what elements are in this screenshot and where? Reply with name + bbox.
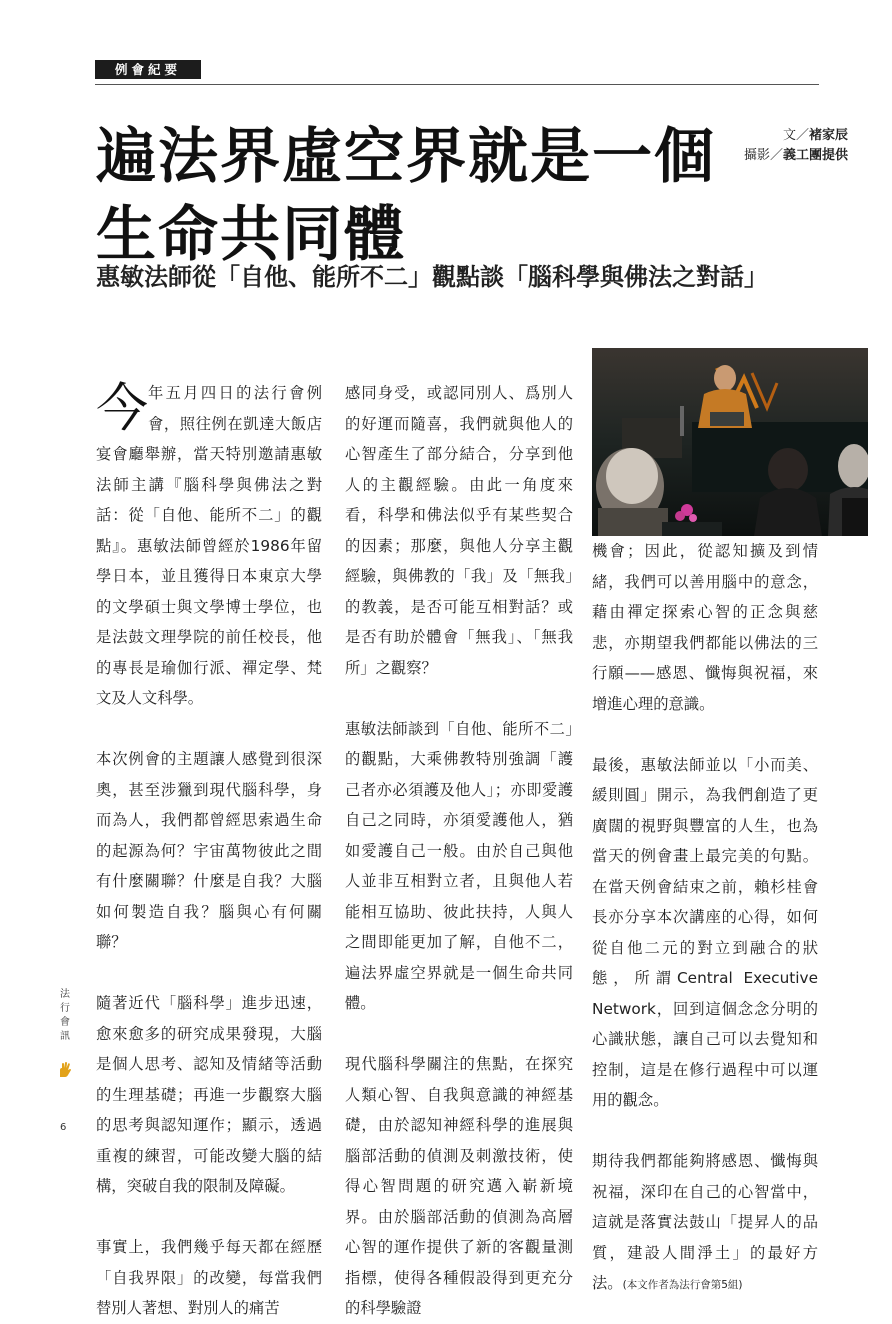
sidebar: [55, 988, 75, 1082]
article-subtitle: 惠敏法師從「自他、能所不二」觀點談「腦科學與佛法之對話」: [96, 262, 768, 291]
hand-icon: [55, 1062, 75, 1082]
lecture-photo: [592, 348, 868, 536]
photo-label: 攝影／: [743, 148, 783, 163]
paragraph-3: 隨著近代「腦科學」進步迅速，愈來愈多的研究成果發現，大腦是個人思考、認知及情緒等活動的生理基礎；再進一步觀察大腦的思考與認知運作；顯示，透過重複的練習，可能改變大腦的結構，突破自我的限制及障礙。: [96, 994, 322, 1195]
photo-credit: [744, 146, 848, 166]
author-note: (本文作者為法行會第5組): [622, 1279, 743, 1291]
page-number: 6: [60, 1122, 67, 1133]
text-column-2: [345, 378, 573, 1324]
author-credit: [744, 126, 848, 146]
credits: [744, 126, 848, 166]
paragraph-8: 機會；因此，從認知擴及到情緒，我們可以善用腦中的意念，藉由禪定探索心智的正念與慈悲，亦期望我們都能以佛法的三行願——感恩、懺悔與祝福，來增進心理的意識。: [592, 542, 818, 713]
author-name: 褚家辰: [808, 128, 848, 143]
paragraph-9: 最後，惠敏法師並以「小而美、緩則圓」開示，為我們創造了更廣闊的視野與豐富的人生，也為當天的例會畫上最完美的句點。在當天例會結束之前，賴杉桂會長亦分享本次講座的心得，如何從自他二元的對立到融合的狀態，所謂Central Executive Network，回到這個念念分明的心識狀態，讓自己可以去覺知和控制，這是在修行過程中可以運用的觀念。: [592, 755, 818, 1109]
paragraph-6: 惠敏法師談到「自他、能所不二」的觀點，大乘佛教特別強調「護己者亦必須護及他人」；亦即愛護自己之同時，亦須愛護他人，猶如愛護自己一般。由於自己與他人並非互相對立者，且與他人若能相互協助、彼此扶持，人與人之間即能更加了解，自他不二，遍法界虛空界就是一個生命共同體。: [345, 719, 573, 1012]
text-column-1: [96, 378, 322, 1324]
paragraph-5: 感同身受，或認同別人、爲別人的好運而隨喜，我們就與他人的心智產生了部分結合，分享到他人的主觀經驗。由此一角度來看，科學和佛法似乎有某些契合的因素；那麼，與他人分享主觀經驗，與佛教的「我」及「無我」的教義，是否可能互相對話？或是否有助於體會「無我」、「無我所」之觀察？: [345, 384, 573, 677]
drop-cap: 今: [96, 379, 149, 439]
header-divider: [95, 84, 819, 85]
section-tag: 例會紀要: [95, 60, 201, 79]
paragraph-7: 現代腦科學關注的焦點，在探究人類心智、自我與意識的神經基礎，由於認知神經科學的進展與腦部活動的偵測及刺激技術，使得心智問題的研究邁入嶄新境界。由於腦部活動的偵測為高層心智的運作提供了新的客觀量測指標，使得各種假設得到更充分的科學驗證: [345, 1055, 573, 1317]
lecture-photo-illustration: [592, 348, 868, 536]
author-label: 文／: [782, 128, 809, 143]
publication-logo: 法行會訊: [60, 989, 70, 1042]
paragraph-10: [592, 1146, 818, 1301]
title-line-1: 遍法界虛空界就是一個: [96, 122, 716, 192]
paragraph-1: [96, 378, 322, 714]
paragraph-4: 事實上，我們幾乎每天都在經歷「自我界限」的改變，每當我們替別人著想、對別人的痛苦: [96, 1238, 322, 1317]
paragraph-1-text: 年五月四日的法行會例會，照往例在凱達大飯店宴會廳舉辦，當天特別邀請惠敏法師主講『腦科學與佛法之對話：從「自他、能所不二」的觀點』。惠敏法師曾經於1986年留學日本，並且獲得日本東京大學的文學碩士與文學博士學位，也是法鼓文理學院的前任校長，他的專長是瑜伽行派、禪定學、梵文及人文科學。: [96, 384, 322, 707]
photographer-name: 義工團提供: [782, 148, 848, 163]
paragraph-2: 本次例會的主題讓人感覺到很深奧，甚至涉獵到現代腦科學，身而為人，我們都曾經思索過生命的起源為何？宇宙萬物彼此之間有什麼關聯？什麼是自我？大腦如何製造自我？腦與心有何關聯？: [96, 750, 322, 951]
article-title: [96, 118, 716, 274]
title-line-2: 生命共同體: [96, 200, 406, 270]
paragraph-10-text: 期待我們都能夠將感恩、懺悔與祝福，深印在自己的心智當中，這就是落實法鼓山「提昇人的品質，建設人間淨土」的最好方法。: [592, 1152, 818, 1292]
text-column-3: [592, 536, 818, 1301]
